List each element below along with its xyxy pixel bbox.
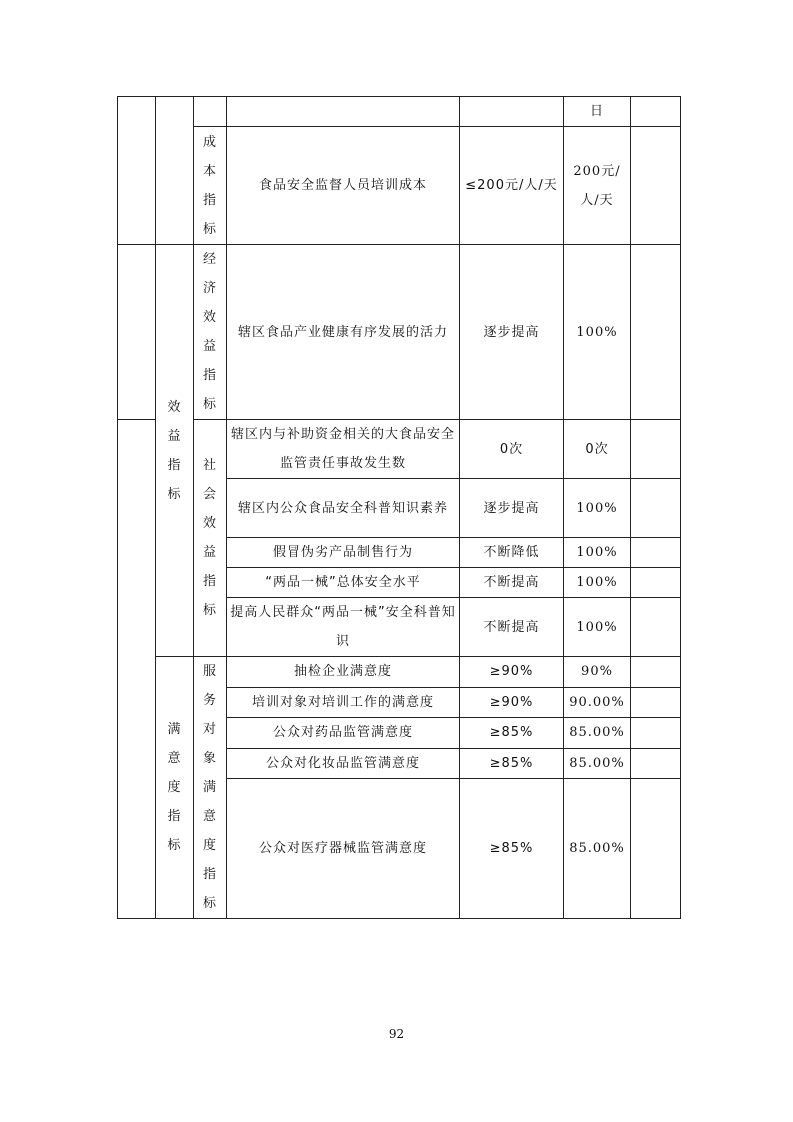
extra-cell bbox=[631, 538, 681, 568]
level3-cell-empty bbox=[194, 97, 227, 127]
target-cell: ≤200元/人/天 bbox=[460, 127, 564, 245]
extra-cell bbox=[631, 568, 681, 598]
extra-cell bbox=[631, 479, 681, 538]
indicator-cell: 公众对医疗器械监管满意度 bbox=[227, 779, 460, 919]
actual-cell: 100% bbox=[564, 245, 631, 420]
target-cell: ≥85% bbox=[460, 748, 564, 779]
target-cell: 逐步提高 bbox=[460, 479, 564, 538]
extra-cell bbox=[631, 779, 681, 919]
actual-cell: 85.00% bbox=[564, 779, 631, 919]
actual-cell: 200元/人/天 bbox=[564, 127, 631, 245]
page-number: 92 bbox=[388, 1027, 405, 1041]
actual-cell: 100% bbox=[564, 479, 631, 538]
target-cell: 0次 bbox=[460, 420, 564, 479]
extra-cell bbox=[631, 598, 681, 657]
satisfaction-primary-label: 满 意 度 指 标 bbox=[156, 657, 194, 919]
actual-cell: 100% bbox=[564, 568, 631, 598]
performance-indicator-table bbox=[117, 96, 681, 919]
level1-cell-empty bbox=[118, 420, 156, 919]
extra-cell bbox=[631, 657, 681, 688]
indicator-cell: 公众对化妆品监管满意度 bbox=[227, 748, 460, 779]
extra-cell bbox=[631, 127, 681, 245]
table-row bbox=[118, 657, 681, 688]
extra-cell bbox=[631, 687, 681, 718]
indicator-cell: 辖区内与补助资金相关的大食品安全监管责任事故发生数 bbox=[227, 420, 460, 479]
cost-secondary-label: 成 本 指 标 bbox=[194, 127, 227, 245]
target-cell: ≥85% bbox=[460, 779, 564, 919]
extra-cell bbox=[631, 245, 681, 420]
indicator-cell: 假冒伪劣产品制售行为 bbox=[227, 538, 460, 568]
target-cell: 逐步提高 bbox=[460, 245, 564, 420]
level2-cell-empty bbox=[156, 97, 194, 245]
indicator-cell: 培训对象对培训工作的满意度 bbox=[227, 687, 460, 718]
table-row bbox=[118, 245, 681, 420]
target-cell: 不断提高 bbox=[460, 598, 564, 657]
actual-cell: 85.00% bbox=[564, 718, 631, 749]
target-cell-empty bbox=[460, 97, 564, 127]
benefit-primary-label: 效 益 指 标 bbox=[156, 245, 194, 657]
extra-cell bbox=[631, 748, 681, 779]
indicator-cell: 提高人民群众“两品一械”安全科普知识 bbox=[227, 598, 460, 657]
level1-cell-empty bbox=[118, 245, 156, 420]
social-secondary-label: 社 会 效 益 指 标 bbox=[194, 420, 227, 657]
indicator-cell: 公众对药品监管满意度 bbox=[227, 718, 460, 749]
actual-cell: 90% bbox=[564, 657, 631, 688]
extra-cell bbox=[631, 97, 681, 127]
indicator-cell: 食品安全监督人员培训成本 bbox=[227, 127, 460, 245]
satisfaction-secondary-label: 服 务 对 象 满 意 度 指 标 bbox=[194, 657, 227, 919]
table-row bbox=[118, 420, 681, 479]
actual-cell: 90.00% bbox=[564, 687, 631, 718]
table-row bbox=[118, 127, 681, 245]
actual-continuation-cell: 日 bbox=[564, 97, 631, 127]
economic-secondary-label: 经 济 效 益 指 标 bbox=[194, 245, 227, 420]
actual-cell: 0次 bbox=[564, 420, 631, 479]
target-cell: 不断降低 bbox=[460, 538, 564, 568]
level1-cell-empty bbox=[118, 97, 156, 245]
indicator-cell: 辖区食品产业健康有序发展的活力 bbox=[227, 245, 460, 420]
indicator-cell-empty bbox=[227, 97, 460, 127]
extra-cell bbox=[631, 718, 681, 749]
target-cell: ≥90% bbox=[460, 657, 564, 688]
indicator-cell: 抽检企业满意度 bbox=[227, 657, 460, 688]
target-cell: ≥85% bbox=[460, 718, 564, 749]
table-row bbox=[118, 97, 681, 127]
actual-cell: 100% bbox=[564, 598, 631, 657]
indicator-cell: “两品一械”总体安全水平 bbox=[227, 568, 460, 598]
actual-cell: 85.00% bbox=[564, 748, 631, 779]
extra-cell bbox=[631, 420, 681, 479]
target-cell: 不断提高 bbox=[460, 568, 564, 598]
target-cell: ≥90% bbox=[460, 687, 564, 718]
actual-cell: 100% bbox=[564, 538, 631, 568]
indicator-cell: 辖区内公众食品安全科普知识素养 bbox=[227, 479, 460, 538]
